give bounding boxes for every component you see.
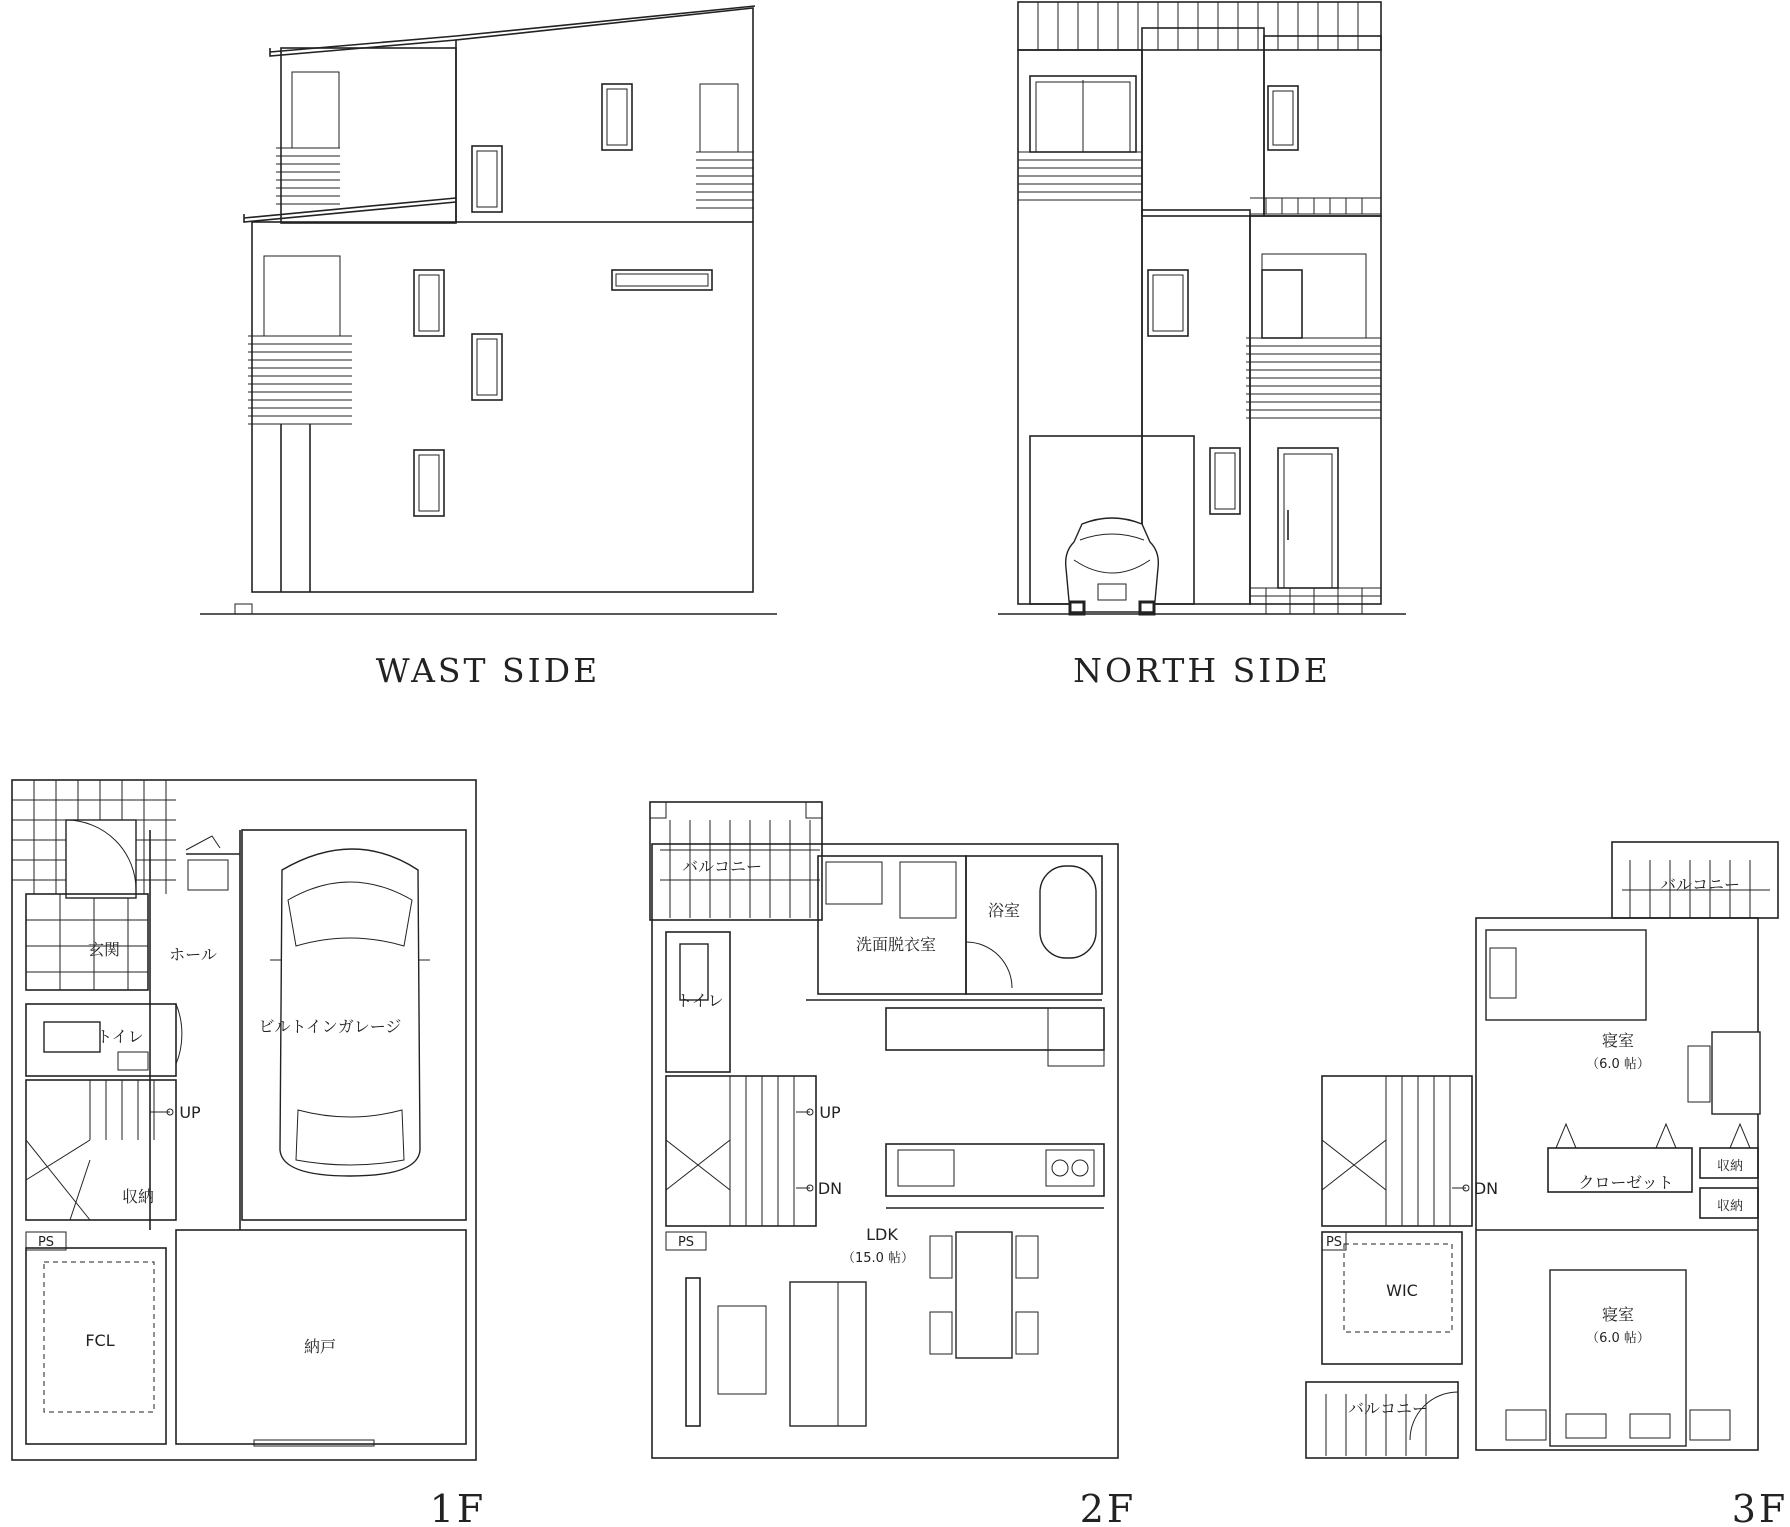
label-ldk: LDK [866, 1225, 898, 1244]
label-bedroom1: 寝室 [1601, 1031, 1635, 1050]
label-ps-2f: PS [677, 1235, 695, 1250]
west-side-caption: WAST SIDE [375, 651, 601, 690]
label-wic: WIC [1386, 1281, 1418, 1300]
label-genkan: 玄関 [87, 940, 121, 959]
label-closet: クローゼット [1578, 1173, 1674, 1192]
floor-2f-labels [676, 857, 1020, 1266]
label-storage-1f: 収納 [121, 1187, 155, 1206]
floor-1f-caption: 1F [429, 1487, 487, 1527]
label-nando: 納戸 [303, 1337, 337, 1356]
label-toilet-2f: トイレ [676, 991, 724, 1010]
floor-plan-2f [650, 802, 1118, 1458]
car-front-icon [1066, 518, 1159, 614]
label-bedroom2-size: （6.0 帖） [1586, 1331, 1650, 1346]
label-dn-2f: DN [817, 1179, 843, 1198]
label-garage: ビルトインガレージ [258, 1017, 402, 1036]
label-bath: 浴室 [987, 901, 1021, 920]
label-ps-3f: PS [1325, 1235, 1343, 1250]
label-ldk-size: （15.0 帖） [841, 1251, 915, 1266]
label-balcony-3f-bottom: バルコニー [1347, 1399, 1429, 1418]
label-storage-3f-2: 収納 [1716, 1199, 1744, 1214]
label-balcony-2f: バルコニー [681, 857, 763, 876]
north-side-caption: NORTH SIDE [1073, 651, 1331, 690]
label-hall: ホール [169, 945, 217, 964]
label-balcony-3f-top: バルコニー [1659, 875, 1741, 894]
west-elevation [200, 6, 777, 614]
label-bedroom2: 寝室 [1601, 1305, 1635, 1324]
label-ps-1f: PS [37, 1235, 55, 1250]
floor-3f-caption: 3F [1731, 1487, 1789, 1527]
floor-plan-3f [1306, 842, 1778, 1458]
label-up-2f: UP [819, 1103, 841, 1122]
label-washroom: 洗面脱衣室 [855, 935, 937, 954]
floor-2f-caption: 2F [1079, 1487, 1137, 1527]
label-dn-3f: DN [1473, 1179, 1499, 1198]
north-elevation [998, 2, 1406, 614]
label-bedroom1-size: （6.0 帖） [1586, 1057, 1650, 1072]
label-toilet-1f: トイレ [96, 1027, 144, 1046]
label-storage-3f-1: 収納 [1716, 1159, 1744, 1174]
floor-plan-1f [12, 780, 476, 1460]
car-top-icon [270, 849, 430, 1176]
label-up-1f: UP [179, 1103, 201, 1122]
label-fcl: FCL [85, 1331, 115, 1350]
